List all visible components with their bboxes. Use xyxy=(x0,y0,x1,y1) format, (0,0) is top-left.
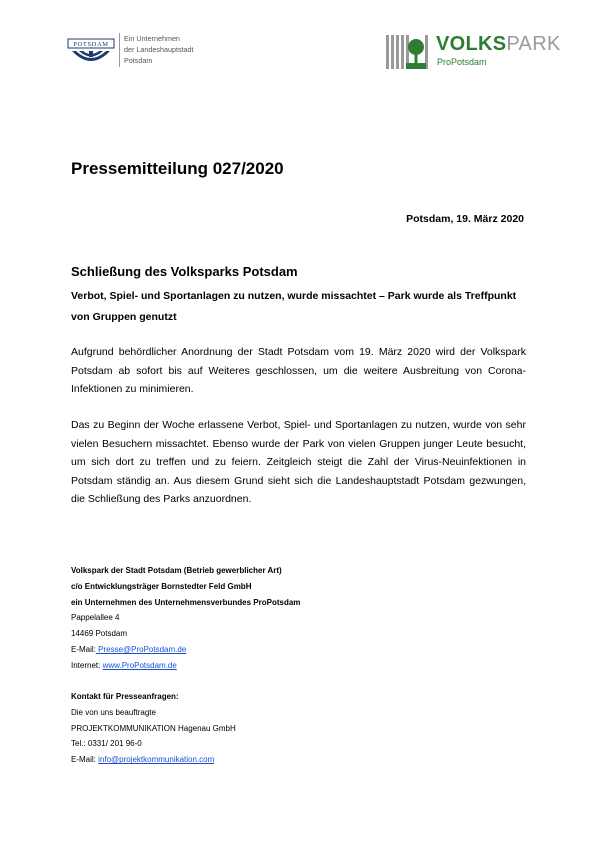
press-contact-email-row xyxy=(71,752,236,768)
org-line-2: c/o Entwicklungsträger Bornstedter Feld GmbH xyxy=(71,581,252,591)
potsdam-logo-line-1: Ein Unternehmen xyxy=(124,34,180,43)
press-contact-email-label: E-Mail: xyxy=(71,755,99,765)
headline: Schließung des Volksparks Potsdam xyxy=(71,264,298,279)
brand-park: PARK xyxy=(506,33,561,55)
press-contact-email-link[interactable]: info@projektkommunikation.com xyxy=(98,755,215,765)
volkspark-brand-title xyxy=(436,33,561,55)
press-contact-phone: Tel.: 0331/ 201 96-0 xyxy=(71,739,142,749)
org-street: Pappelallee 4 xyxy=(71,613,120,623)
press-release-title: Pressemitteilung 027/2020 xyxy=(71,159,284,178)
organisation-contact-block xyxy=(71,563,300,674)
potsdam-logo-line-3: Potsdam xyxy=(124,56,153,65)
org-line-1: Volkspark der Stadt Potsdam (Betrieb gewerblicher Art) xyxy=(71,566,282,575)
org-website-link[interactable]: www.ProPotsdam.de xyxy=(102,660,177,670)
org-internet-label: Internet: xyxy=(71,660,103,670)
release-date: Potsdam, 19. März 2020 xyxy=(406,213,524,225)
press-contact-line-1: Die von uns beauftragte xyxy=(71,707,156,717)
org-line-3: ein Unternehmen des Unternehmensverbundes ProPotsdam xyxy=(71,597,301,607)
press-contact-block xyxy=(71,689,236,768)
org-email-link[interactable]: Presse@ProPotsdam.de xyxy=(95,644,187,654)
org-email-label: E-Mail: xyxy=(71,644,96,654)
logo-divider xyxy=(119,33,120,67)
subheadline: Verbot, Spiel- und Sportanlagen zu nutzen, wurde missachtet – Park wurde als Treffpunkt von Gruppen genutzt xyxy=(71,290,517,323)
brand-subtitle: ProPotsdam xyxy=(437,57,487,67)
press-contact-heading: Kontakt für Presseanfragen: xyxy=(71,692,179,701)
volkspark-logo-mark xyxy=(386,33,432,71)
potsdam-city-logo xyxy=(66,37,116,67)
org-email-row xyxy=(71,642,300,658)
potsdam-logo-text xyxy=(124,33,194,66)
press-contact-line-2: PROJEKTKOMMUNIKATION Hagenau GmbH xyxy=(71,723,236,733)
potsdam-logo-word: POTSDAM xyxy=(73,41,109,48)
potsdam-logo-line-2: der Landeshauptstadt xyxy=(124,45,194,54)
body-paragraph-1: Aufgrund behördlicher Anordnung der Stadt Potsdam vom 19. März 2020 wird der Volkspark Potsdam ab sofort bis auf Weiteres geschlossen, um die weitere Ausbreitung von Corona-Infektionen zu minimieren. xyxy=(71,346,526,396)
org-city: 14469 Potsdam xyxy=(71,629,128,639)
body-paragraph-2: Das zu Beginn der Woche erlassene Verbot, Spiel- und Sportanlagen zu nutzen, wurde von sehr vielen Besuchern missachtet. Ebenso wurde der Park von vielen Gruppen junger Leute besucht, um sich dort zu treffen und zu feiern. Zeitgleich steigt die Zahl der Virus-Neuinfektionen in Potsdam ständig an. Aus diesem Grund sieht sich die Landeshauptstadt Potsdam gezwungen, die Schließung des Parks anzuordnen. xyxy=(71,419,526,506)
brand-volks: VOLKS xyxy=(436,33,507,55)
org-internet-row xyxy=(71,658,300,674)
